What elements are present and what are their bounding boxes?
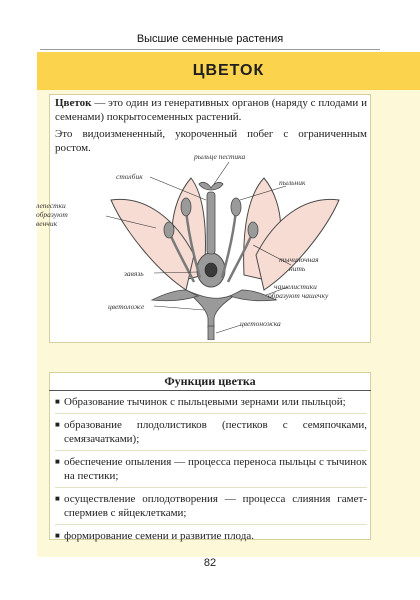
chapter-title: Высшие семенные растения [136,33,284,45]
section-title: ЦВЕТОК [192,62,265,79]
label-petals-3: венчик [36,219,58,228]
list-item: ■ обеспечение опыления — процесса переноса пыльцы с тычинок на пестики; [55,455,367,488]
label-ovary: завязь [124,269,144,278]
bullet-icon: ■ [55,531,60,540]
label-sepals-1: чашелистики [274,282,317,291]
label-style: столбик [116,172,143,181]
list-item: ■ Образование тычинок с пыльцевыми зернами или пыльцой; [55,395,367,414]
section-banner [37,52,420,90]
label-petals-1: лепестки [36,201,66,210]
label-petals-2: образуют [36,210,68,219]
definition-text [55,96,367,124]
stamen-anther-left [181,198,191,216]
functions-title: Функции цветка [164,374,256,388]
sepal-left [152,290,198,301]
definition-term: Цветок [55,97,92,109]
stamen-anther-left-2 [164,222,174,238]
stigma-shape [199,182,223,190]
flower-diagram [36,150,376,340]
page-number: 82 [203,557,217,569]
bullet-icon: ■ [55,457,60,466]
functions-divider [49,390,371,391]
bullet-icon: ■ [55,397,60,406]
pedicel-shape [208,326,214,340]
label-receptacle: цветоложе [108,302,145,311]
list-item: ■ формирование семени и развитие плода. [55,530,254,542]
stamen-anther-right [231,198,241,216]
bullet-icon: ■ [55,420,60,429]
list-item: ■ образование плодолистиков (пестиков с семяпочками, семязачатками); [55,418,367,451]
style-shape [207,192,215,254]
list-item: ■ осуществление оплодотворения — процесса слияния гамет-спермиев с яйцеклетками; [55,492,367,525]
label-sepals-2: образуют чашечку [268,291,329,300]
label-filament-1: тычиночная [279,255,319,264]
stamen-anther-right-2 [248,222,258,238]
definition-text-2: Это видоизмененный, укороченный побег с ограниченным ростом. [55,128,367,154]
label-stigma: рыльце пестика [194,152,246,161]
label-pedicel: цветоножка [240,319,281,328]
definition-body: — это один из генеративных органов (наряду с плодами и семенами) покрытосеменных растений. [55,97,367,123]
label-filament-2: нить [289,264,306,273]
bullet-icon: ■ [55,494,60,503]
functions-list [55,395,367,551]
label-anther: пыльник [279,178,306,187]
header-divider [40,49,380,50]
ovule-shape [205,263,217,277]
